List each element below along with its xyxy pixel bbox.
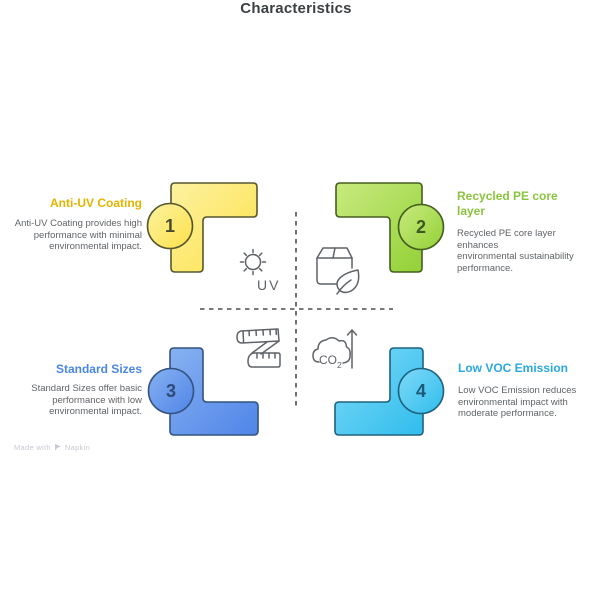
uv-label: UV bbox=[257, 277, 281, 293]
quadrant-4-description: Low VOC Emission reduces environmental impact with moderate performance. bbox=[458, 385, 577, 419]
sun-uv-icon bbox=[234, 242, 286, 294]
co2-label: CO bbox=[319, 353, 337, 367]
quadrant-3-number: 3 bbox=[165, 381, 177, 401]
quadrant-2-number: 2 bbox=[415, 217, 427, 237]
quadrant-3-description: Standard Sizes offer basic performance with low environmental impact. bbox=[31, 383, 142, 417]
co2-arrow-icon bbox=[310, 326, 360, 372]
watermark-made-with: Made with bbox=[14, 443, 51, 452]
page-title: Characteristics bbox=[240, 0, 352, 17]
napkin-logo-icon bbox=[54, 443, 62, 452]
package-leaf-icon bbox=[311, 244, 363, 296]
co2-subscript: 2 bbox=[337, 360, 342, 370]
quadrant-1-description: Anti-UV Coating provides high performance with minimal environmental impact. bbox=[14, 218, 142, 252]
quadrant-1-number: 1 bbox=[164, 216, 176, 236]
quadrant-3-title: Standard Sizes bbox=[55, 362, 142, 376]
quadrant-1-title: Anti-UV Coating bbox=[50, 196, 142, 210]
quadrant-2-title: Recycled PE core layer bbox=[457, 189, 558, 218]
tape-measure-icon bbox=[233, 326, 283, 370]
quadrant-4-number: 4 bbox=[415, 381, 427, 401]
quadrant-2-description: Recycled PE core layer enhances environmental sustainability performance. bbox=[457, 228, 574, 274]
quadrant-4-title: Low VOC Emission bbox=[458, 361, 569, 375]
watermark bbox=[14, 443, 90, 452]
watermark-brand: Napkin bbox=[64, 443, 91, 452]
